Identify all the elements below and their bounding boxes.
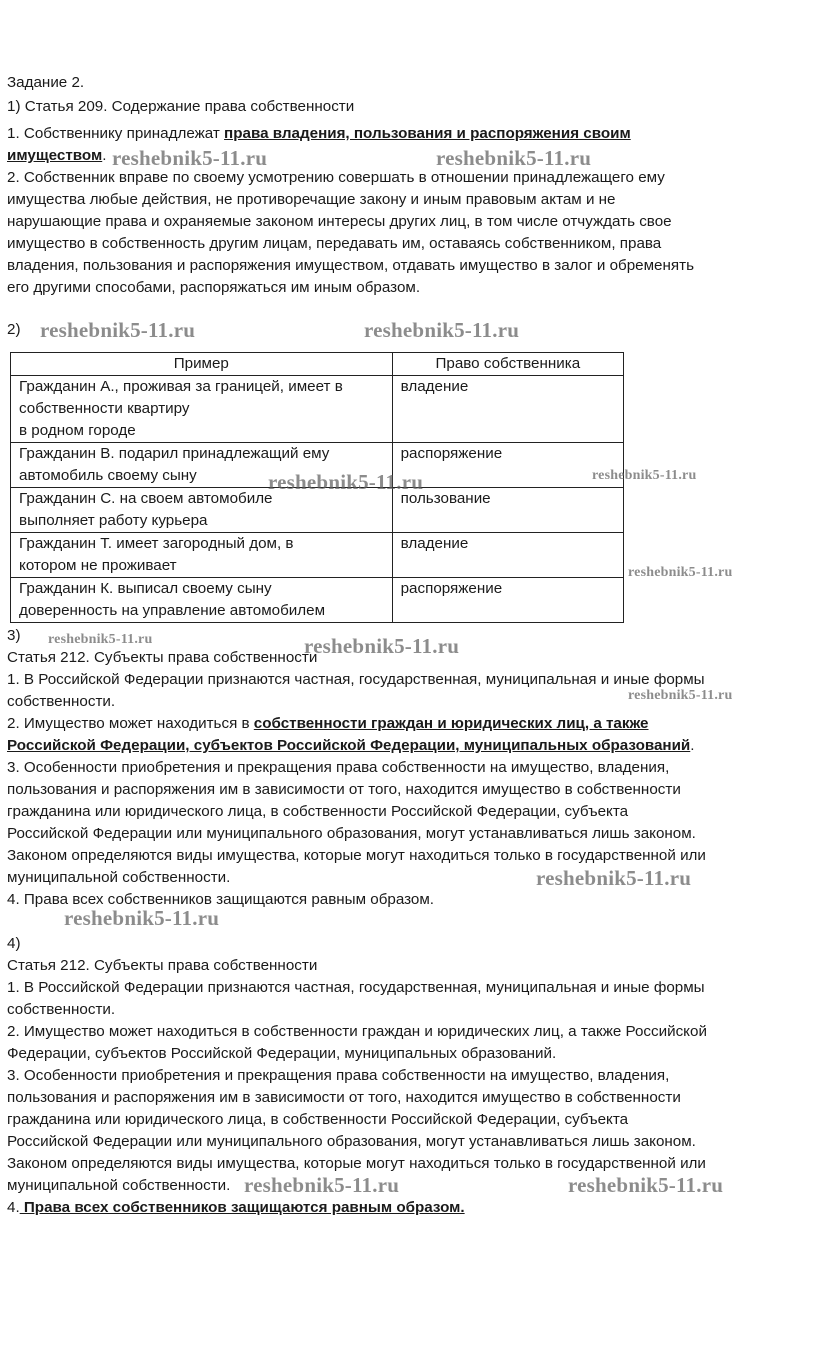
table-row [11, 376, 624, 443]
table-header-row [11, 353, 624, 376]
example-text: Гражданин В. подарил принадлежащий ему автомобиль своему сыну [19, 445, 330, 484]
p2-bold2: Российской Федерации, субъектов Российской Федерации, муниципальных образований [7, 737, 691, 754]
watermark: reshebnik5-11.ru [364, 318, 520, 342]
table-row [11, 578, 624, 623]
example-text: Гражданин С. на своем автомобиле выполняет работу курьера [19, 490, 273, 529]
right-cell [392, 443, 623, 488]
right-text: владение [400, 378, 469, 395]
section3-p3-line: Законом определяются виды имущества, которые могут находиться только в государственной или [7, 847, 706, 864]
section1-paragraph1-cont [7, 145, 106, 167]
section3-p3-line: 3. Особенности приобретения и прекращения права собственности на имущество, владения, [7, 759, 670, 776]
watermark: reshebnik5-11.ru [268, 470, 424, 494]
section4-line: 2. Имущество может находиться в собственности граждан и юридических лиц, а также Российской [7, 1023, 707, 1040]
column-header-right: Право собственника [392, 353, 623, 376]
task-title: Задание 2. [7, 74, 85, 91]
section2-number: 2) [7, 321, 21, 338]
right-text: распоряжение [400, 580, 503, 597]
watermark: reshebnik5-11.ru [112, 146, 268, 170]
section4-number: 4) [7, 935, 21, 952]
section4-line: Российской Федерации или муниципального образования, могут устанавливаться лишь законом. [7, 1133, 696, 1150]
watermark: reshebnik5-11.ru [436, 146, 592, 170]
section4-line: Федерации, субъектов Российской Федерации, муниципальных образований. [7, 1045, 557, 1062]
p2-bold1: собственности граждан и юридических лиц, а также [253, 715, 649, 732]
right-text: владение [400, 535, 469, 552]
section1-p2-line: 2. Собственник вправе по своему усмотрению совершать в отношении принадлежащего ему [7, 169, 665, 186]
section4-line: муниципальной собственности. [7, 1177, 231, 1194]
right-cell [392, 488, 623, 533]
example-cell [11, 533, 393, 578]
section3-p3-line: Российской Федерации или муниципального образования, могут устанавливаться лишь законом. [7, 825, 696, 842]
table-row [11, 533, 624, 578]
section3-paragraph2-cont [7, 735, 695, 757]
watermark: reshebnik5-11.ru [536, 866, 692, 890]
p1-bold2: имуществом [7, 147, 103, 164]
section1-p2-line: его другими способами, распоряжаться им иным образом. [7, 279, 421, 296]
watermark: reshebnik5-11.ru [244, 1173, 400, 1197]
watermark: reshebnik5-11.ru [40, 318, 196, 342]
p1-bold: права владения, пользования и распоряжения своим [224, 125, 631, 142]
right-cell [392, 578, 623, 623]
section1-p2-line: имущество в собственность другим лицам, передавать им, оставаясь собственником, права [7, 235, 662, 252]
example-text: Гражданин К. выписал своему сыну доверенность на управление автомобилем [19, 580, 326, 619]
section1-paragraph1 [7, 123, 631, 145]
section3-p3-line: пользования и распоряжения им в зависимости от того, находится имущество в собственности [7, 781, 681, 798]
section4-p4 [7, 1197, 465, 1219]
section4-line: собственности. [7, 1001, 116, 1018]
section1-p2-line: владения, пользования и распоряжения имуществом, отдавать имущество в залог и обременять [7, 257, 694, 274]
section3-p3-line: гражданина или юридического лица, в собственности Российской Федерации, субъекта [7, 803, 629, 820]
section3-number: 3) [7, 627, 21, 644]
section3-heading: Статья 212. Субъекты права собственности [7, 649, 318, 666]
right-cell [392, 533, 623, 578]
right-text: распоряжение [400, 445, 503, 462]
column-header-example: Пример [11, 353, 393, 376]
section3-p4: 4. Права всех собственников защищаются равным образом. [7, 891, 435, 908]
p1-start: 1. Собственнику принадлежат [7, 125, 225, 142]
example-text: Гражданин А., проживая за границей, имеет в собственности квартиру в родном городе [19, 378, 343, 439]
example-cell [11, 376, 393, 443]
p1-end: . [102, 147, 107, 164]
watermark: reshebnik5-11.ru [568, 1173, 724, 1197]
watermark: reshebnik5-11.ru [64, 906, 220, 930]
right-cell [392, 376, 623, 443]
section4-line: 1. В Российской Федерации признаются частная, государственная, муниципальная и иные формы [7, 979, 705, 996]
p4-number: 4. [7, 1199, 20, 1216]
section3-paragraph2 [7, 713, 649, 735]
example-text: Гражданин Т. имеет загородный дом, в котором не проживает [19, 535, 294, 574]
watermark: reshebnik5-11.ru [592, 468, 697, 483]
watermark: reshebnik5-11.ru [48, 632, 153, 647]
section3-p3-line: муниципальной собственности. [7, 869, 231, 886]
section4-line: Законом определяются виды имущества, которые могут находиться только в государственной или [7, 1155, 706, 1172]
example-cell [11, 578, 393, 623]
section4-line: 3. Особенности приобретения и прекращения права собственности на имущество, владения, [7, 1067, 670, 1084]
p2-end: . [690, 737, 695, 754]
watermark: reshebnik5-11.ru [628, 565, 733, 580]
section4-line: пользования и распоряжения им в зависимости от того, находится имущество в собственности [7, 1089, 681, 1106]
section1-p2-line: имущества любые действия, не противоречащие закону и иным правовым актам и не [7, 191, 616, 208]
section4-heading: Статья 212. Субъекты права собственности [7, 957, 318, 974]
section3-p1-line: собственности. [7, 693, 116, 710]
section3-p1-line: 1. В Российской Федерации признаются частная, государственная, муниципальная и иные формы [7, 671, 705, 688]
watermark: reshebnik5-11.ru [304, 634, 460, 658]
section1-p2-line: нарушающие права и охраняемые законом интересы других лиц, в том числе отчуждать свое [7, 213, 672, 230]
p2-start: 2. Имущество может находиться в [7, 715, 254, 732]
right-text: пользование [400, 490, 491, 507]
p4-bold: Права всех собственников защищаются равным образом. [19, 1199, 465, 1216]
watermark: reshebnik5-11.ru [628, 688, 733, 703]
section4-line: гражданина или юридического лица, в собственности Российской Федерации, субъекта [7, 1111, 629, 1128]
section1-heading: 1) Статья 209. Содержание права собственности [7, 98, 355, 115]
